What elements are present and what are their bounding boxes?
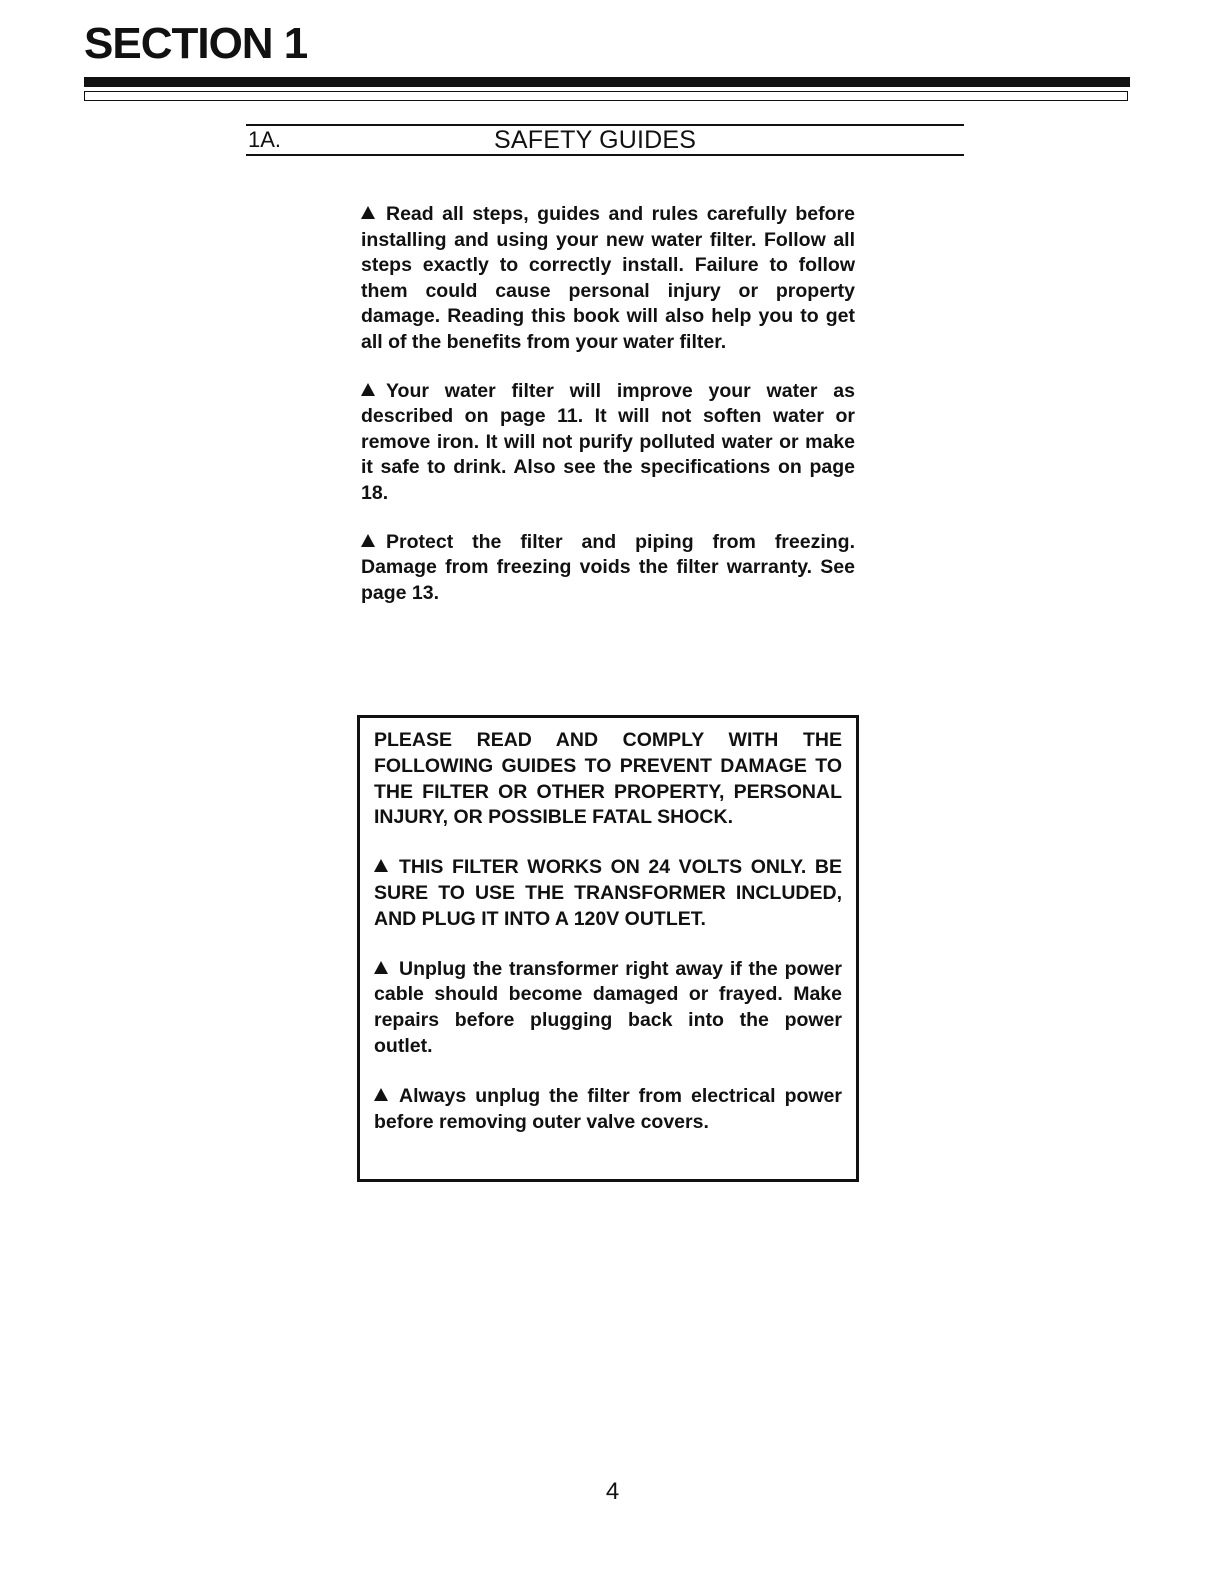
warning-item [374, 1084, 842, 1136]
section-title: SECTION 1 [84, 19, 308, 68]
guide-text: Protect the filter and piping from freezing. Damage from freezing voids the filter warranty. See page 13. [361, 530, 855, 604]
guide-item [361, 530, 855, 607]
page-number: 4 [605, 1478, 620, 1505]
warning-item [374, 957, 842, 1060]
subsection-title: SAFETY GUIDES [494, 126, 697, 154]
warning-triangle-icon [374, 859, 388, 872]
warning-intro: PLEASE READ AND COMPLY WITH THE FOLLOWING GUIDES TO PREVENT DAMAGE TO THE FILTER OR OTHER PROPERTY, PERSONAL INJURY, OR POSSIBLE FATAL SHOCK. [374, 729, 842, 829]
subsection-number: 1A. [248, 127, 282, 152]
warning-triangle-icon [361, 534, 375, 547]
warning-triangle-icon [361, 383, 375, 396]
subsection-heading [246, 124, 964, 156]
electrical-warning-box [357, 715, 859, 1182]
warning-triangle-icon [374, 1088, 388, 1101]
guide-item [361, 379, 855, 507]
warning-item [374, 855, 842, 932]
safety-guides-list [361, 202, 855, 629]
warning-text: Always unplug the filter from electrical power before removing outer valve covers. [374, 1084, 842, 1133]
warning-triangle-icon [361, 206, 375, 219]
guide-text: Read all steps, guides and rules carefully before installing and using your new water filter. Follow all steps exactly to correctly install. Failure to follow them could cause personal injury or property damage. Reading this book will also help you to get all of the benefits from your water filter. [361, 203, 855, 353]
warning-text: THIS FILTER WORKS ON 24 VOLTS ONLY. BE SURE TO USE THE TRANSFORMER INCLUDED, AND PLUG IT INTO A 120V OUTLET. [374, 856, 842, 930]
warning-text: Unplug the transformer right away if the power cable should become damaged or frayed. Make repairs before plugging back into the power outlet. [374, 957, 842, 1057]
guide-text: Your water filter will improve your water as described on page 11. It will not soften water or remove iron. It will not purify polluted water or make it safe to drink. Also see the specifications on page 18. [361, 379, 855, 504]
section-rule-outline [84, 91, 1128, 101]
warning-triangle-icon [374, 961, 388, 974]
guide-item [361, 202, 855, 356]
section-rule-thick [84, 77, 1130, 87]
